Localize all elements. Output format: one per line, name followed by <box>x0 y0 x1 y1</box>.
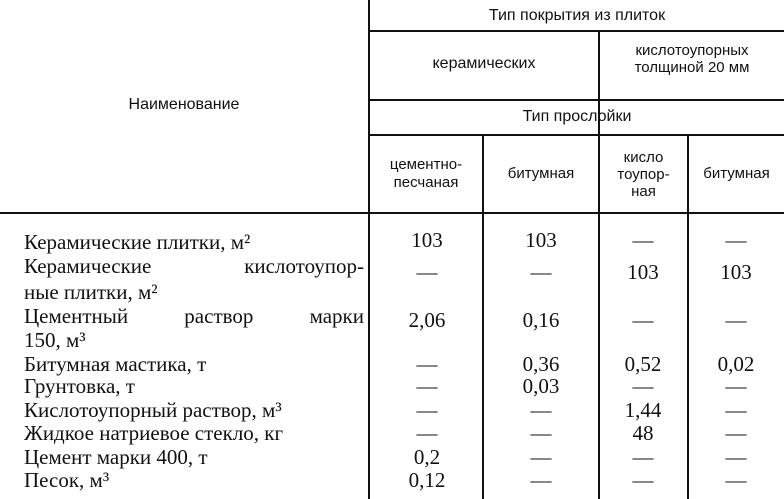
interlayer-type-header: Тип прослойки <box>522 108 632 125</box>
table-cell: 103 <box>720 260 752 284</box>
table-cell: — <box>725 228 747 252</box>
table-cell: — <box>530 260 552 284</box>
table-cell: — <box>416 260 438 284</box>
subheader-line: битумная <box>507 165 575 182</box>
table-cell: 103 <box>411 228 443 252</box>
table-cell: — <box>725 468 747 492</box>
table-cell: — <box>530 468 552 492</box>
row-label: Керамические плитки, м² <box>24 230 251 254</box>
table-cell: — <box>416 398 438 422</box>
table-cell: — <box>632 374 654 398</box>
header-rule-2 <box>368 99 784 101</box>
subheader-line: песчаная <box>393 174 459 191</box>
table-cell: — <box>530 398 552 422</box>
acidproof-header-line2: толщиной 20 мм <box>634 59 750 76</box>
acidproof-header <box>600 42 784 76</box>
table-cell: — <box>632 468 654 492</box>
table-cell: 0,52 <box>624 352 662 376</box>
table-cell: — <box>725 421 747 445</box>
table-cell: — <box>416 421 438 445</box>
subheader-cement-sand <box>370 156 482 192</box>
table-cell: — <box>530 421 552 445</box>
table-cell: 0,36 <box>522 352 560 376</box>
subheader-line: цементно- <box>389 156 463 173</box>
table-cell: — <box>632 445 654 469</box>
table-cell: — <box>530 445 552 469</box>
row-label: Кислотоупорный раствор, м³ <box>24 398 282 422</box>
ceramic-header: керамических <box>432 55 536 72</box>
divider-name-column <box>368 0 370 499</box>
table-cell: 0,2 <box>413 445 441 469</box>
coating-type-header: Тип покрытия из плиток <box>488 7 666 24</box>
table-cell: 2,06 <box>408 308 446 332</box>
table-cell: 103 <box>525 228 557 252</box>
table-cell: — <box>725 374 747 398</box>
row-label: Цементный раствор марки <box>24 304 364 328</box>
acidproof-header-line1: кислотоупорных <box>635 42 749 59</box>
table-cell: 0,12 <box>408 468 446 492</box>
table-cell: — <box>416 374 438 398</box>
row-label-continuation: 150, м³ <box>24 328 86 352</box>
subheader-line: кисло <box>623 149 664 166</box>
header-bottom-rule <box>0 212 784 214</box>
subheader-line: битумная <box>703 165 770 182</box>
table-cell: 103 <box>627 260 659 284</box>
row-label: Керамические кислотоупор- <box>24 254 364 278</box>
row-label-continuation: ные плитки, м² <box>24 280 158 304</box>
table-cell: 0,03 <box>522 374 560 398</box>
divider-col1-col2 <box>482 136 484 499</box>
header-rule-1 <box>368 30 784 32</box>
table-cell: — <box>632 228 654 252</box>
subheader-line: ная <box>631 183 656 200</box>
subheader-acidproof <box>600 149 687 200</box>
table-cell: 1,44 <box>624 398 662 422</box>
row-label: Грунтовка, т <box>24 374 135 398</box>
row-label: Битумная мастика, т <box>24 352 207 376</box>
header-rule-3 <box>368 134 784 136</box>
table-cell: — <box>725 445 747 469</box>
table-cell: 0,02 <box>717 352 755 376</box>
subheader-bitumen-2 <box>689 165 784 183</box>
table-cell: — <box>632 308 654 332</box>
table-cell: — <box>725 308 747 332</box>
table-cell: — <box>416 352 438 376</box>
name-column-header: Наименование <box>128 96 240 113</box>
table-cell: — <box>725 398 747 422</box>
subheader-line: тоупор- <box>617 166 670 183</box>
row-label: Жидкое натриевое стекло, кг <box>24 421 284 445</box>
table-cell: 0,16 <box>522 308 560 332</box>
subheader-bitumen-1 <box>484 165 598 183</box>
row-label: Цемент марки 400, т <box>24 445 208 469</box>
table-cell: 48 <box>632 421 654 445</box>
row-label: Песок, м³ <box>24 468 110 492</box>
